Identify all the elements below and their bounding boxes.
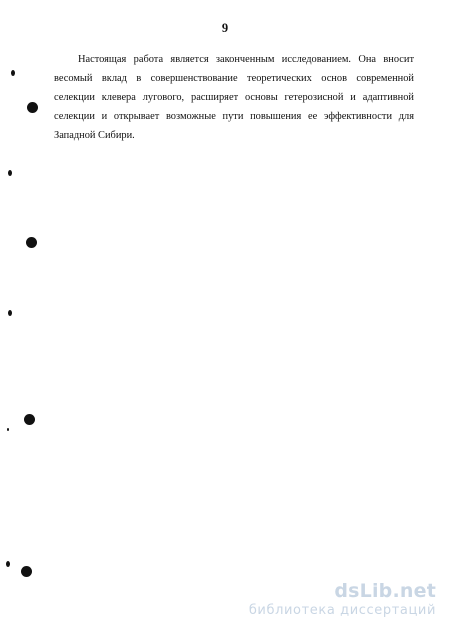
paragraph-line-2: весомый вклад в совершенствование теоретических основ современной (54, 73, 414, 84)
punch-hole-mark (24, 414, 35, 425)
paragraph (54, 50, 414, 145)
watermark (249, 580, 436, 619)
watermark-tagline: библиотека диссертаций (248, 603, 436, 618)
paragraph-line-5: Западной Сибири. (54, 130, 135, 141)
punch-hole-mark (7, 428, 9, 431)
punch-hole-mark (21, 566, 32, 577)
punch-hole-mark (6, 561, 10, 567)
punch-hole-mark (8, 170, 12, 176)
paragraph-line-1: Настоящая работа является законченным исследованием. Она вносит (78, 54, 414, 65)
paragraph-line-3: селекции клевера лугового, расширяет основы гетерозисной и адаптивной (54, 92, 414, 103)
punch-hole-mark (27, 102, 38, 113)
punch-hole-mark (8, 310, 12, 316)
punch-hole-mark (11, 70, 15, 76)
page-number: 9 (221, 21, 229, 35)
paragraph-line-4: селекции и открывает возможные пути повышения ее эффективности для (54, 111, 414, 122)
punch-hole-mark (26, 237, 37, 248)
watermark-logo: dsLib.net (334, 580, 436, 602)
